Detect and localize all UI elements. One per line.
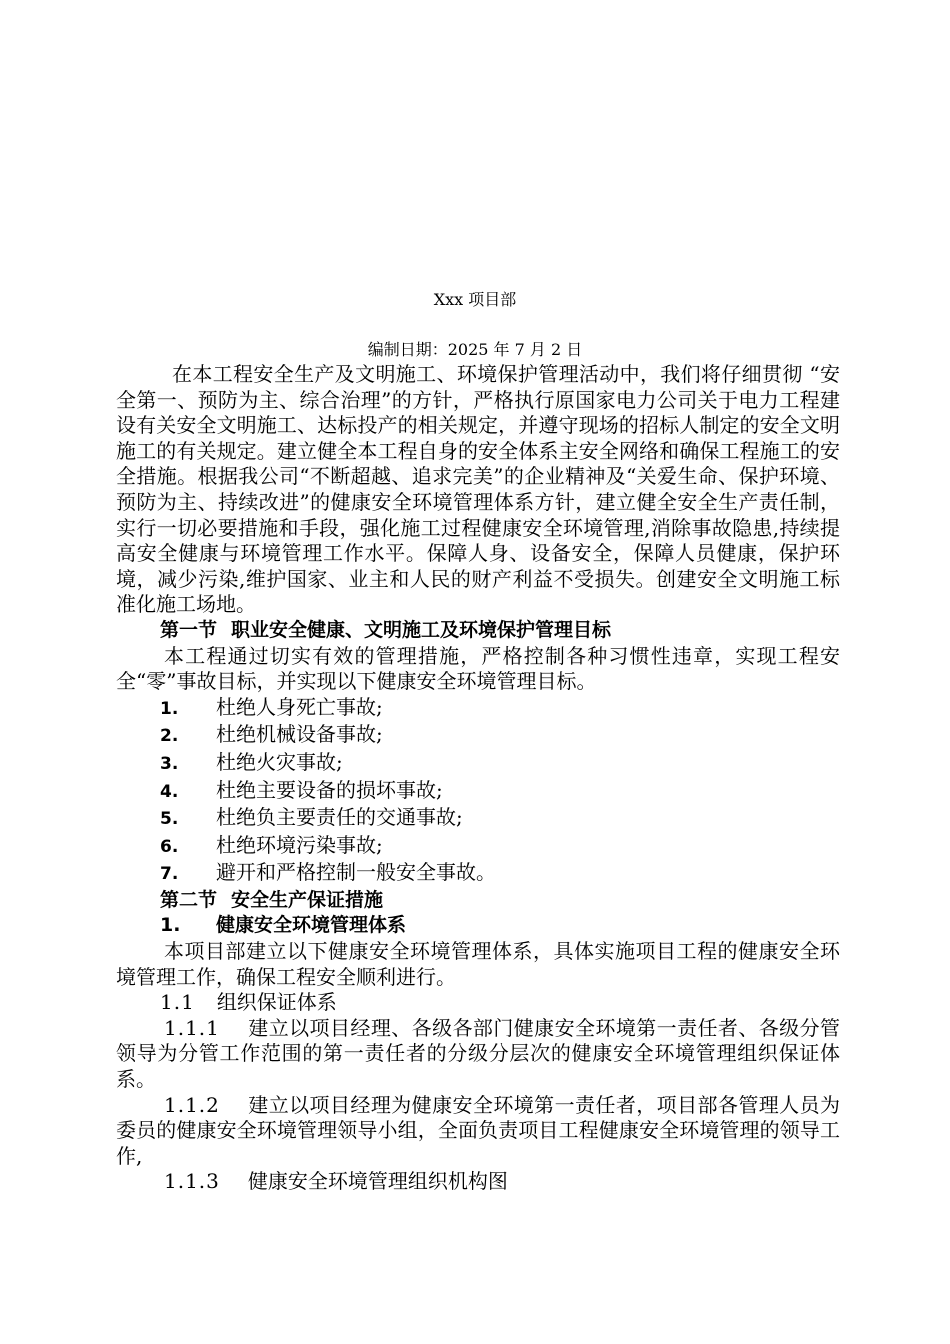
goal-item-text: 杜绝机械设备事故; [216,722,383,747]
clause-1-1-1-text: 建立以项目经理、各级各部门健康安全环境第一责任者、各级分管领导为分管工作范围的第一责任者的分级分层次的健康安全环境管理组织保证体系。 [116,1015,840,1092]
goal-item-text: 避开和严格控制一般安全事故。 [216,860,496,885]
intro-paragraph: 在本工程安全生产及文明施工、环境保护管理活动中，我们将仔细贯彻 “安全第一、预防为主、综合治理”的方针，严格执行原国家电力公司关于电力工程建设有关安全文明施工、达标投产的相关规定，并遵守现场的招标人制定的安全文明施工的有关规定。建立健全本工程自身的安全体系主安全网络和确保工程施工的安全措施。根据我公司“不断超越、追求完美”的企业精神及“关爱生命、保护环境、预防为主、持续改进”的健康安全环境管理体系方针，建立健全安全生产责任制，实行一切必要措施和手段，强化施工过程健康安全环境管理,消除事故隐患,持续提高安全健康与环境管理工作水平。保障人身、设备安全，保障人员健康，保护环境，减少污染,维护国家、业主和人民的财产利益不受损失。创建安全文明施工标准化施工场地。 [116,362,840,617]
clause-1-1-1-number: 1.1.1 [164,1015,220,1040]
goal-item-text: 杜绝主要设备的损坏事故; [216,777,443,802]
goal-item-number: 6. [160,836,179,857]
subsection-1-paragraph: 本项目部建立以下健康安全环境管理体系，具体实施项目工程的健康安全环境管理工作，确保工程安全顺利进行。 [116,939,840,989]
clause-1-1-title: 组织保证体系 [216,990,337,1015]
goal-item-number: 4. [160,781,179,802]
goal-item [116,860,840,888]
document-body [116,362,840,1195]
goal-item-number: 7. [160,864,179,885]
section-1-title: 职业安全健康、文明施工及环境保护管理目标 [231,618,612,641]
clause-1-1-3-number: 1.1.3 [164,1169,220,1194]
goal-item [116,805,840,833]
subsection-1-heading [116,913,840,939]
goal-item-number: 2. [160,726,179,747]
goal-item-number: 5. [160,809,179,830]
section-1-heading [116,618,840,644]
goal-item [116,778,840,806]
goal-item [116,750,840,778]
section-2-heading [116,888,840,914]
goal-item-text: 杜绝人身死亡事故; [216,694,383,719]
clause-1-1 [116,990,840,1016]
section-1-label: 第一节 [160,618,218,641]
clause-1-1-number: 1.1 [160,990,195,1015]
goal-item-number: 3. [160,753,179,774]
subsection-1-title: 健康安全环境管理体系 [216,914,407,937]
clause-1-1-3-text: 健康安全环境管理组织机构图 [247,1169,508,1194]
goal-item-text: 杜绝火灾事故; [216,749,343,774]
clause-1-1-2 [116,1093,840,1170]
compile-date: 编制日期：2025 年 7 月 2 日 [367,340,583,359]
goal-item-number: 1. [160,698,179,719]
goal-item [116,833,840,861]
subsection-1-number: 1. [160,914,181,937]
clause-1-1-1 [116,1016,840,1093]
goal-item [116,722,840,750]
section-2-label: 第二节 [160,888,218,911]
clause-1-1-3 [116,1169,840,1195]
clause-1-1-2-text: 建立以项目经理为健康安全环境第一责任者，项目部各管理人员为委员的健康安全环境管理领导小组，全面负责项目工程健康安全环境管理的领导工作, [116,1092,840,1168]
clause-1-1-2-number: 1.1.2 [164,1092,220,1117]
goal-item [116,695,840,723]
goal-item-text: 杜绝负主要责任的交通事故; [216,805,463,830]
section-1-paragraph: 本工程通过切实有效的管理措施，严格控制各种习惯性违章，实现工程安全“零”事故目标，并实现以下健康安全环境管理目标。 [116,643,840,694]
section-2-title: 安全生产保证措施 [231,888,384,911]
goal-item-text: 杜绝环境污染事故; [216,832,383,857]
department-name: Xxx 项目部 [433,290,517,309]
